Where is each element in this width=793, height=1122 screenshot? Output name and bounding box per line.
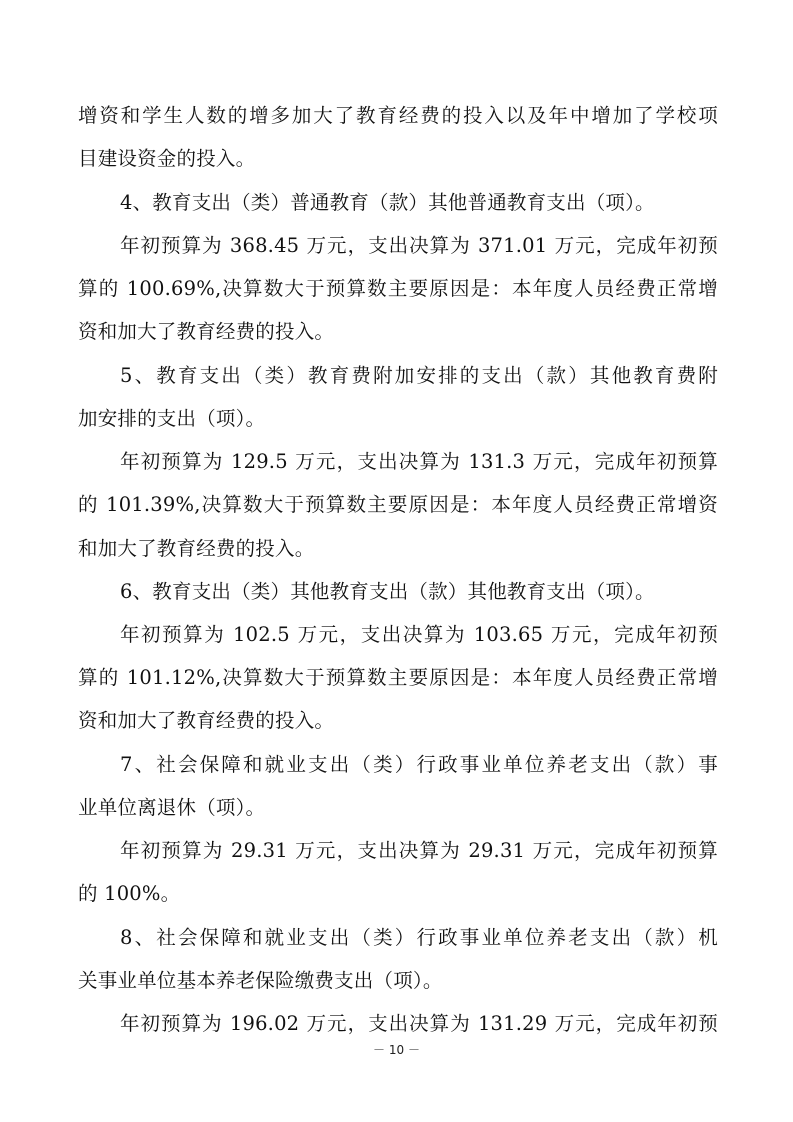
page-number: － 10 － <box>373 1043 420 1057</box>
section-heading-4: 4、教育支出（类）普通教育（款）其他普通教育支出（项）。 <box>120 191 655 214</box>
paragraph-line: 算的 101.12%,决算数大于预算数主要原因是：本年度人员经费正常增 <box>78 666 718 689</box>
paragraph-line: 资和加大了教育经费的投入。 <box>78 320 335 343</box>
section-heading-7: 7、社会保障和就业支出（类）行政事业单位养老支出（款）事 <box>120 753 718 776</box>
section-heading-5: 5、教育支出（类）教育费附加安排的支出（款）其他教育费附 <box>120 364 718 387</box>
paragraph-line: 增资和学生人数的增多加大了教育经费的投入以及年中增加了学校项 <box>78 104 718 127</box>
paragraph-line: 的 101.39%,决算数大于预算数主要原因是：本年度人员经费正常增资 <box>78 493 718 516</box>
paragraph-line: 年初预算为 102.5 万元，支出决算为 103.65 万元，完成年初预 <box>120 623 718 646</box>
paragraph-line: 资和加大了教育经费的投入。 <box>78 709 335 732</box>
paragraph-line: 年初预算为 29.31 万元，支出决算为 29.31 万元，完成年初预算 <box>120 839 718 862</box>
paragraph-line: 目建设资金的投入。 <box>78 147 256 170</box>
section-heading-8-cont: 关事业单位基本养老保险缴费支出（项）。 <box>78 969 443 992</box>
section-heading-5-cont: 加安排的支出（项）。 <box>78 407 266 430</box>
section-heading-6: 6、教育支出（类）其他教育支出（款）其他教育支出（项）。 <box>120 580 655 603</box>
section-heading-7-cont: 业单位离退休（项）。 <box>78 796 266 819</box>
paragraph-line: 算的 100.69%,决算数大于预算数主要原因是：本年度人员经费正常增 <box>78 277 718 300</box>
paragraph-line: 和加大了教育经费的投入。 <box>78 537 315 560</box>
paragraph-line: 年初预算为 129.5 万元，支出决算为 131.3 万元，完成年初预算 <box>120 450 718 473</box>
section-heading-8: 8、社会保障和就业支出（类）行政事业单位养老支出（款）机 <box>120 926 718 949</box>
paragraph-line: 的 100%。 <box>78 882 181 905</box>
paragraph-line: 年初预算为 196.02 万元，支出决算为 131.29 万元，完成年初预 <box>120 1012 718 1035</box>
paragraph-line: 年初预算为 368.45 万元，支出决算为 371.01 万元，完成年初预 <box>120 234 718 257</box>
